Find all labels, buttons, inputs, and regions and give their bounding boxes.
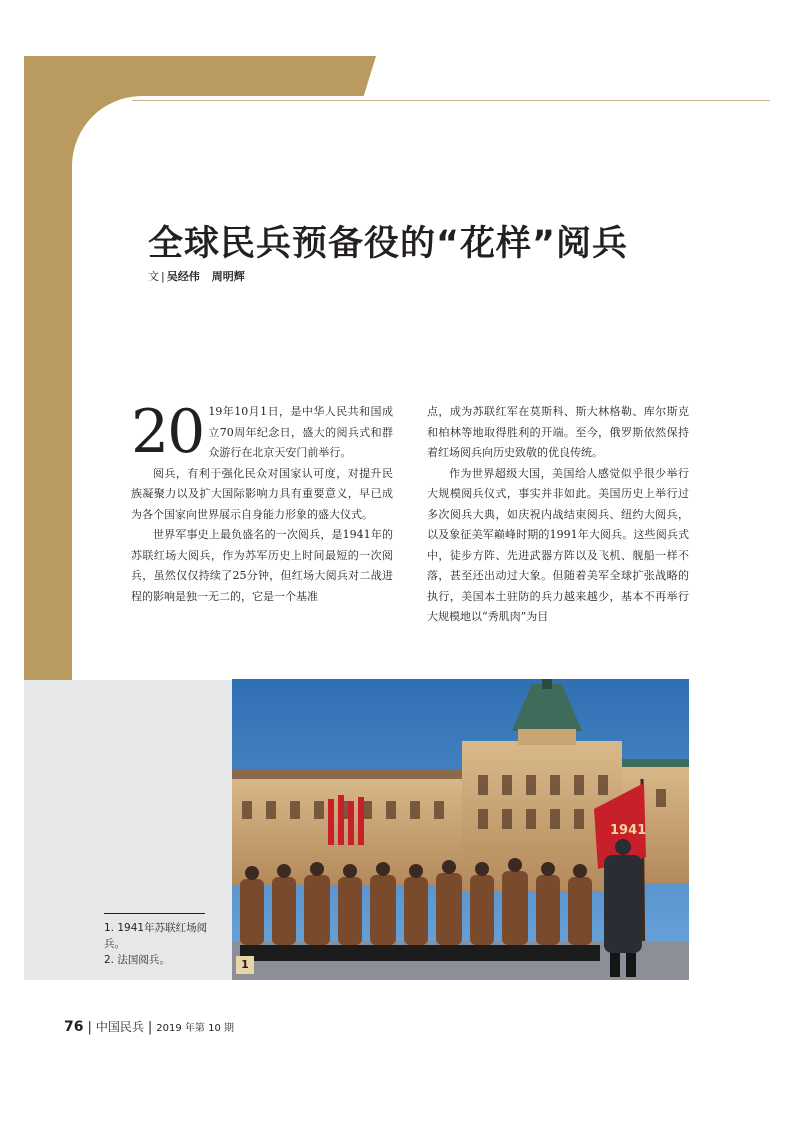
caption-rule [104, 913, 205, 914]
body-paragraph: 世界军事史上最负盛名的一次阅兵，是1941年的苏联红场大阅兵，作为苏军历史上时间最短的一次阅兵，虽然仅仅持续了25分钟，但红场大阅兵对二战进程的影响是独一无二的，它是一个基准 [131, 528, 393, 603]
footer-divider: | [87, 1020, 92, 1035]
parade-photo-illustration [232, 679, 689, 980]
body-paragraph [131, 397, 393, 467]
photo-number-badge: 1 [236, 956, 254, 974]
header-gold-band [24, 56, 376, 96]
article-title: 全球民兵预备役的“花样”阅兵 [148, 224, 629, 264]
caption-item: 2. 法国阅兵。 [104, 954, 170, 966]
byline-prefix: 文 [148, 270, 159, 283]
byline-divider: | [161, 270, 165, 283]
parade-photo [232, 679, 689, 980]
author-name: 周明辉 [211, 270, 245, 283]
page-footer [64, 1016, 234, 1035]
body-paragraph: 点，成为苏联红军在莫斯科、斯大林格勒、库尔斯克和柏林等地取得胜利的开端。至今，俄罗斯依然保持着红场阅兵向历史致敬的优良传统。 [427, 405, 689, 459]
page-number: 76 [64, 1019, 84, 1035]
header-rule [132, 100, 770, 101]
body-column-right [427, 402, 689, 628]
photo-captions [104, 920, 208, 968]
byline [148, 268, 257, 284]
drop-cap: 20 [131, 397, 204, 467]
body-paragraph: 阅兵，有利于强化民众对国家认可度，对提升民族凝聚力以及扩大国际影响力具有重要意义，早已成为各个国家向世界展示自身能力形象的盛大仪式。 [131, 466, 393, 521]
caption-item: 1. 1941年苏联红场阅兵。 [104, 922, 208, 950]
body-column-left [131, 397, 393, 607]
footer-divider: | [147, 1020, 153, 1035]
left-gold-column [24, 95, 72, 680]
issue-label: 2019 年第 10 期 [156, 1023, 234, 1034]
body-text: 19年10月1日，是中华人民共和国成立70周年纪念日，盛大的阅兵式和群众游行在北京天安门前举行。 [208, 405, 393, 459]
body-paragraph: 作为世界超级大国，美国给人感觉似乎很少举行大规模阅兵仪式，事实并非如此。美国历史上举行过多次阅兵大典，如庆祝内战结束阅兵、纽约大阅兵，以及象征美军巅峰时期的1991年大阅兵。这些阅兵式中，徒步方阵、先进武器方阵以及飞机、舰船一样不落，甚至还出动过大象。但随着美军全球扩张战略的执行，美国本土驻防的兵力越来越少，基本不再举行大规模地以“秀肌肉”为目 [427, 466, 689, 623]
flag-label: 1941 [610, 823, 647, 838]
author-name: 吴经伟 [166, 270, 200, 283]
magazine-name: 中国民兵 [95, 1020, 144, 1034]
